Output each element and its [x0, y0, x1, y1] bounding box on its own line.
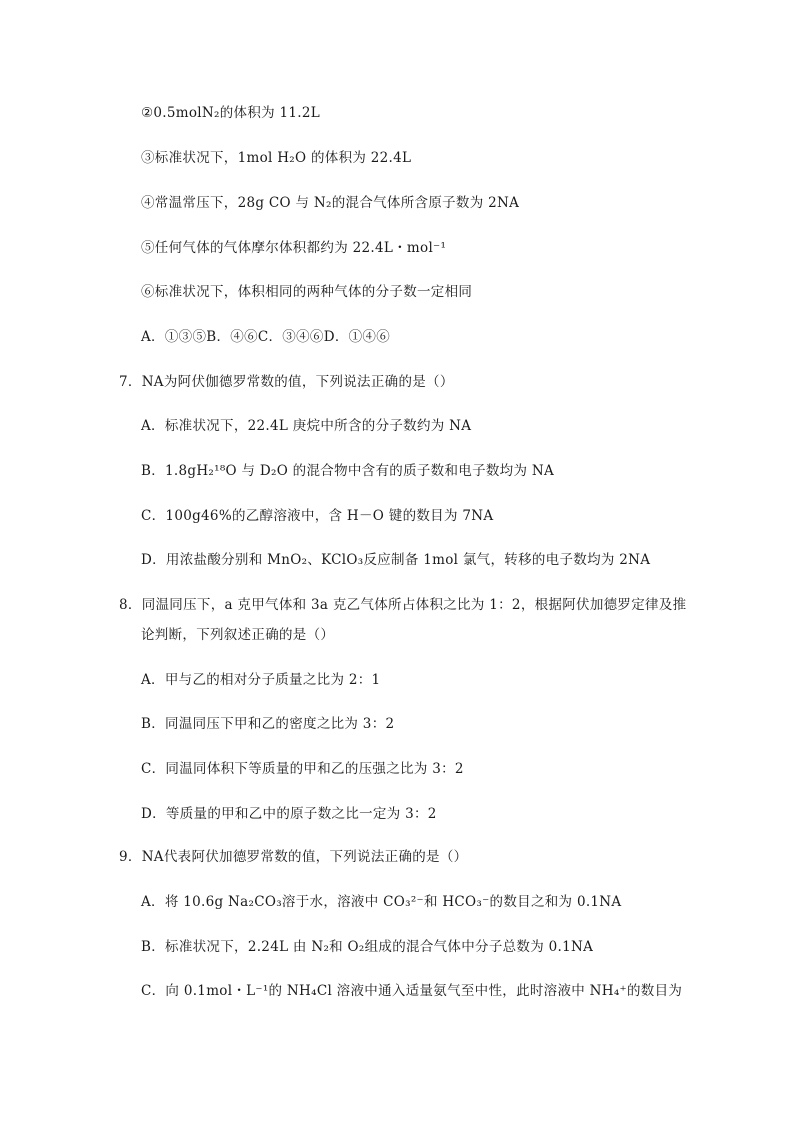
- statement-5: ⑤任何气体的气体摩尔体积都约为 22.4L・mol⁻¹: [141, 240, 447, 256]
- statement-4: ④常温常压下，28g CO 与 N₂的混合气体所含原子数为 2NA: [141, 195, 520, 211]
- q7-option-a: A．标准状况下，22.4L 庚烷中所含的分子数约为 NA: [141, 418, 472, 434]
- statement-3: ③标准状况下，1mol H₂O 的体积为 22.4L: [141, 150, 412, 166]
- q6-answer-options: A．①③⑤B．④⑥C．③④⑥D．①④⑥: [141, 329, 391, 345]
- question-9-stem: 9．NA代表阿伏加德罗常数的值，下列说法正确的是（）: [119, 849, 468, 865]
- question-8-stem: 8．同温同压下，a 克甲气体和 3a 克乙气体所占体积之比为 1：2，根据阿伏加德罗定律及推: [119, 597, 687, 613]
- q8-option-a: A．甲与乙的相对分子质量之比为 2：1: [141, 672, 381, 688]
- q9-option-b: B．标准状况下，2.24L 由 N₂和 O₂组成的混合气体中分子总数为 0.1NA: [141, 939, 594, 955]
- q8-option-b: B．同温同压下甲和乙的密度之比为 3：2: [141, 716, 395, 732]
- q9-option-c: C．向 0.1mol・L⁻¹的 NH₄Cl 溶液中通入适量氨气至中性，此时溶液中 NH₄⁺的数目为: [141, 983, 683, 999]
- q9-option-a: A．将 10.6g Na₂CO₃溶于水，溶液中 CO₃²⁻和 HCO₃⁻的数目之和为 0.1NA: [141, 894, 622, 910]
- question-7-stem: 7．NA为阿伏伽德罗常数的值，下列说法正确的是（）: [119, 374, 454, 390]
- question-8-stem-cont: 论判断，下列叙述正确的是（）: [141, 627, 335, 643]
- q7-option-c: C．100g46%的乙醇溶液中，含 H－O 键的数目为 7NA: [141, 508, 494, 524]
- statement-2: ②0.5molN₂的体积为 11.2L: [141, 105, 321, 121]
- q7-option-d: D．用浓盐酸分别和 MnO₂、KClO₃反应制备 1mol 氯气，转移的电子数均为 2NA: [141, 552, 651, 568]
- statement-6: ⑥标准状况下，体积相同的两种气体的分子数一定相同: [141, 284, 473, 300]
- q8-option-c: C．同温同体积下等质量的甲和乙的压强之比为 3：2: [141, 761, 464, 777]
- q8-option-d: D．等质量的甲和乙中的原子数之比一定为 3：2: [141, 806, 437, 822]
- q7-option-b: B．1.8gH₂¹⁸O 与 D₂O 的混合物中含有的质子数和电子数均为 NA: [141, 463, 555, 479]
